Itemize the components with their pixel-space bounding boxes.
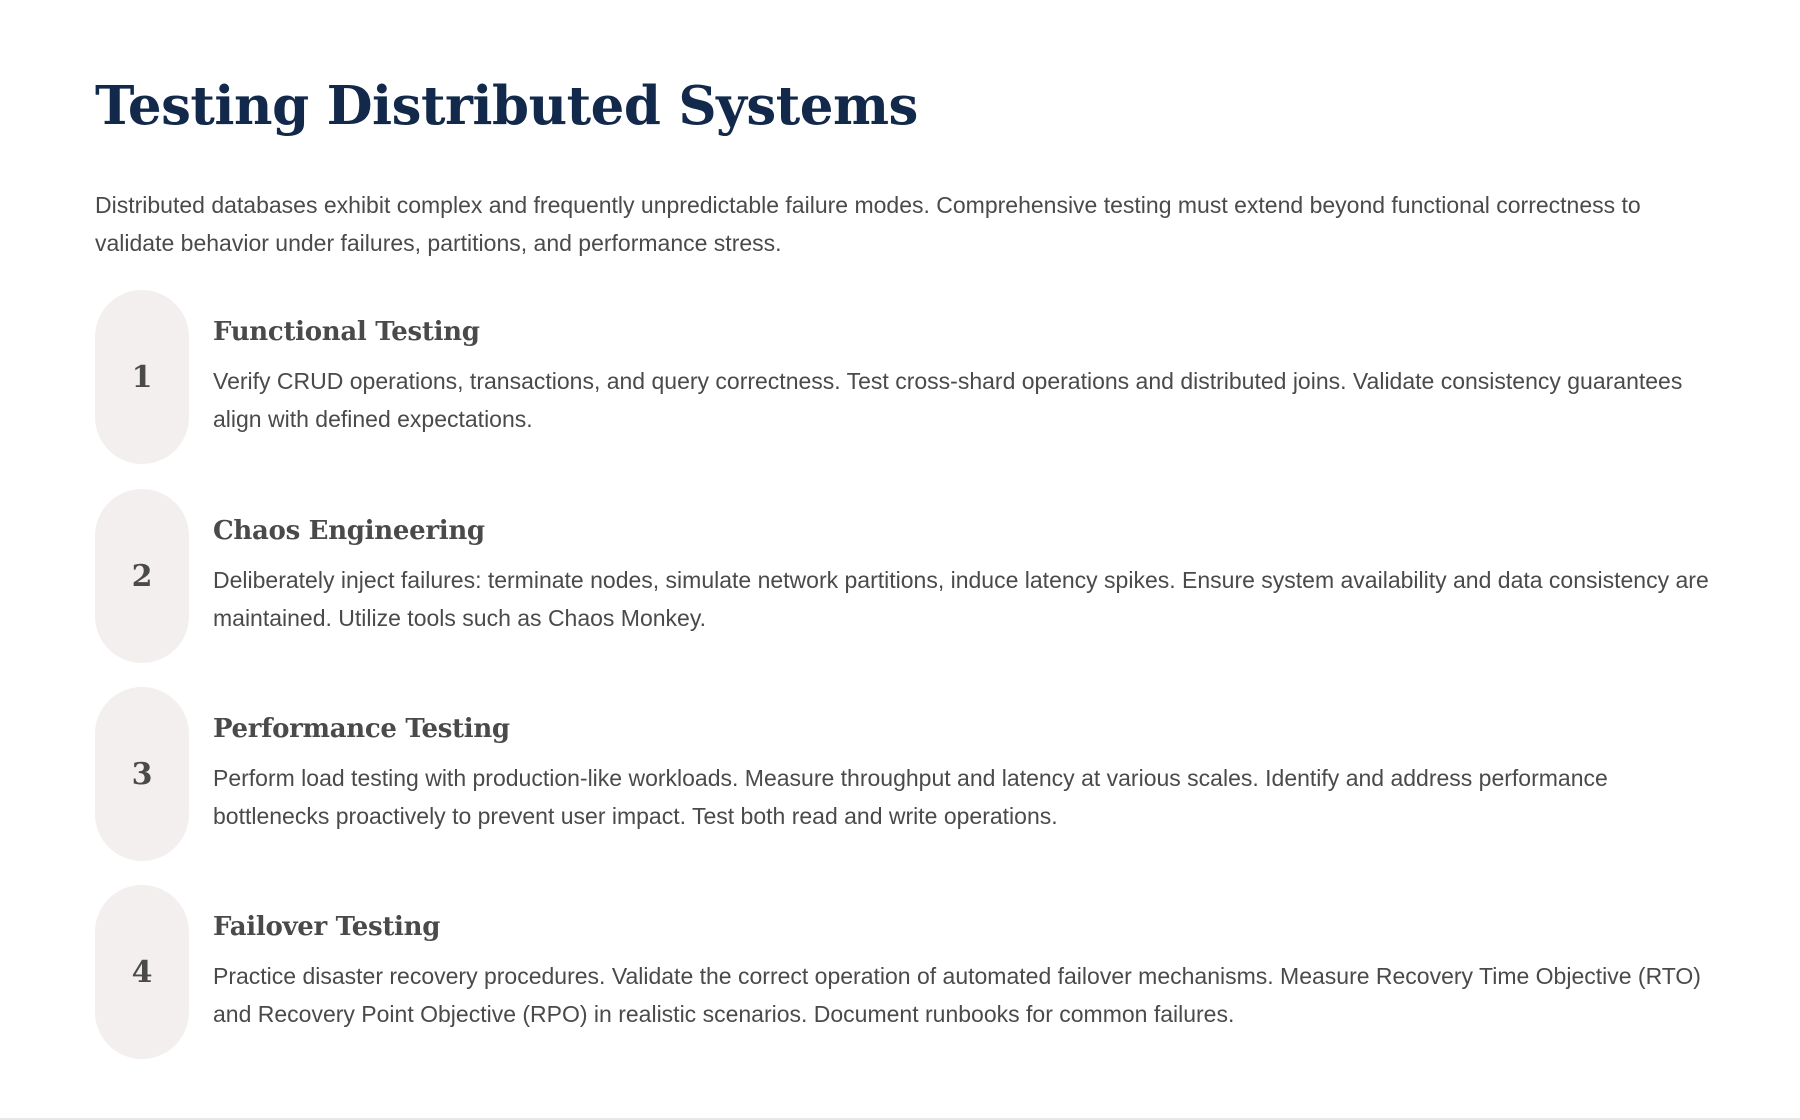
page-title: Testing Distributed Systems	[95, 75, 918, 137]
step-description: Practice disaster recovery procedures. Validate the correct operation of automated failover mechanisms. Measure Recovery Time Objective (RTO) and Recovery Point Objective (RPO) in realistic scenarios. Document runbooks for common failures.	[213, 963, 1701, 1027]
step-number-badge: 4	[95, 885, 189, 1059]
step-body	[213, 905, 1713, 1033]
step-failover-testing	[95, 885, 1715, 1059]
step-title: Performance Testing	[213, 714, 510, 744]
step-chaos-engineering	[95, 489, 1715, 663]
step-functional-testing	[95, 290, 1715, 464]
intro-paragraph: Distributed databases exhibit complex and frequently unpredictable failure modes. Comprehensive testing must extend beyond functional correctness to validate behavior under failures, partitions, and performance stress.	[95, 192, 1641, 256]
step-body	[213, 707, 1713, 835]
step-number-badge: 1	[95, 290, 189, 464]
step-number-badge: 3	[95, 687, 189, 861]
step-title: Failover Testing	[213, 912, 441, 942]
step-title: Chaos Engineering	[213, 516, 485, 546]
step-description: Deliberately inject failures: terminate nodes, simulate network partitions, induce latency spikes. Ensure system availability and data consistency are maintained. Utilize tools such as Chaos Monkey.	[213, 567, 1709, 631]
step-description: Perform load testing with production-like workloads. Measure throughput and latency at various scales. Identify and address performance bottlenecks proactively to prevent user impact. Test both read and write operations.	[213, 765, 1608, 829]
step-number-badge: 2	[95, 489, 189, 663]
step-performance-testing	[95, 687, 1715, 861]
step-title: Functional Testing	[213, 317, 480, 347]
step-body	[213, 509, 1713, 637]
step-description: Verify CRUD operations, transactions, and query correctness. Test cross-shard operations and distributed joins. Validate consistency guarantees align with defined expectations.	[213, 368, 1683, 432]
step-body	[213, 310, 1713, 438]
